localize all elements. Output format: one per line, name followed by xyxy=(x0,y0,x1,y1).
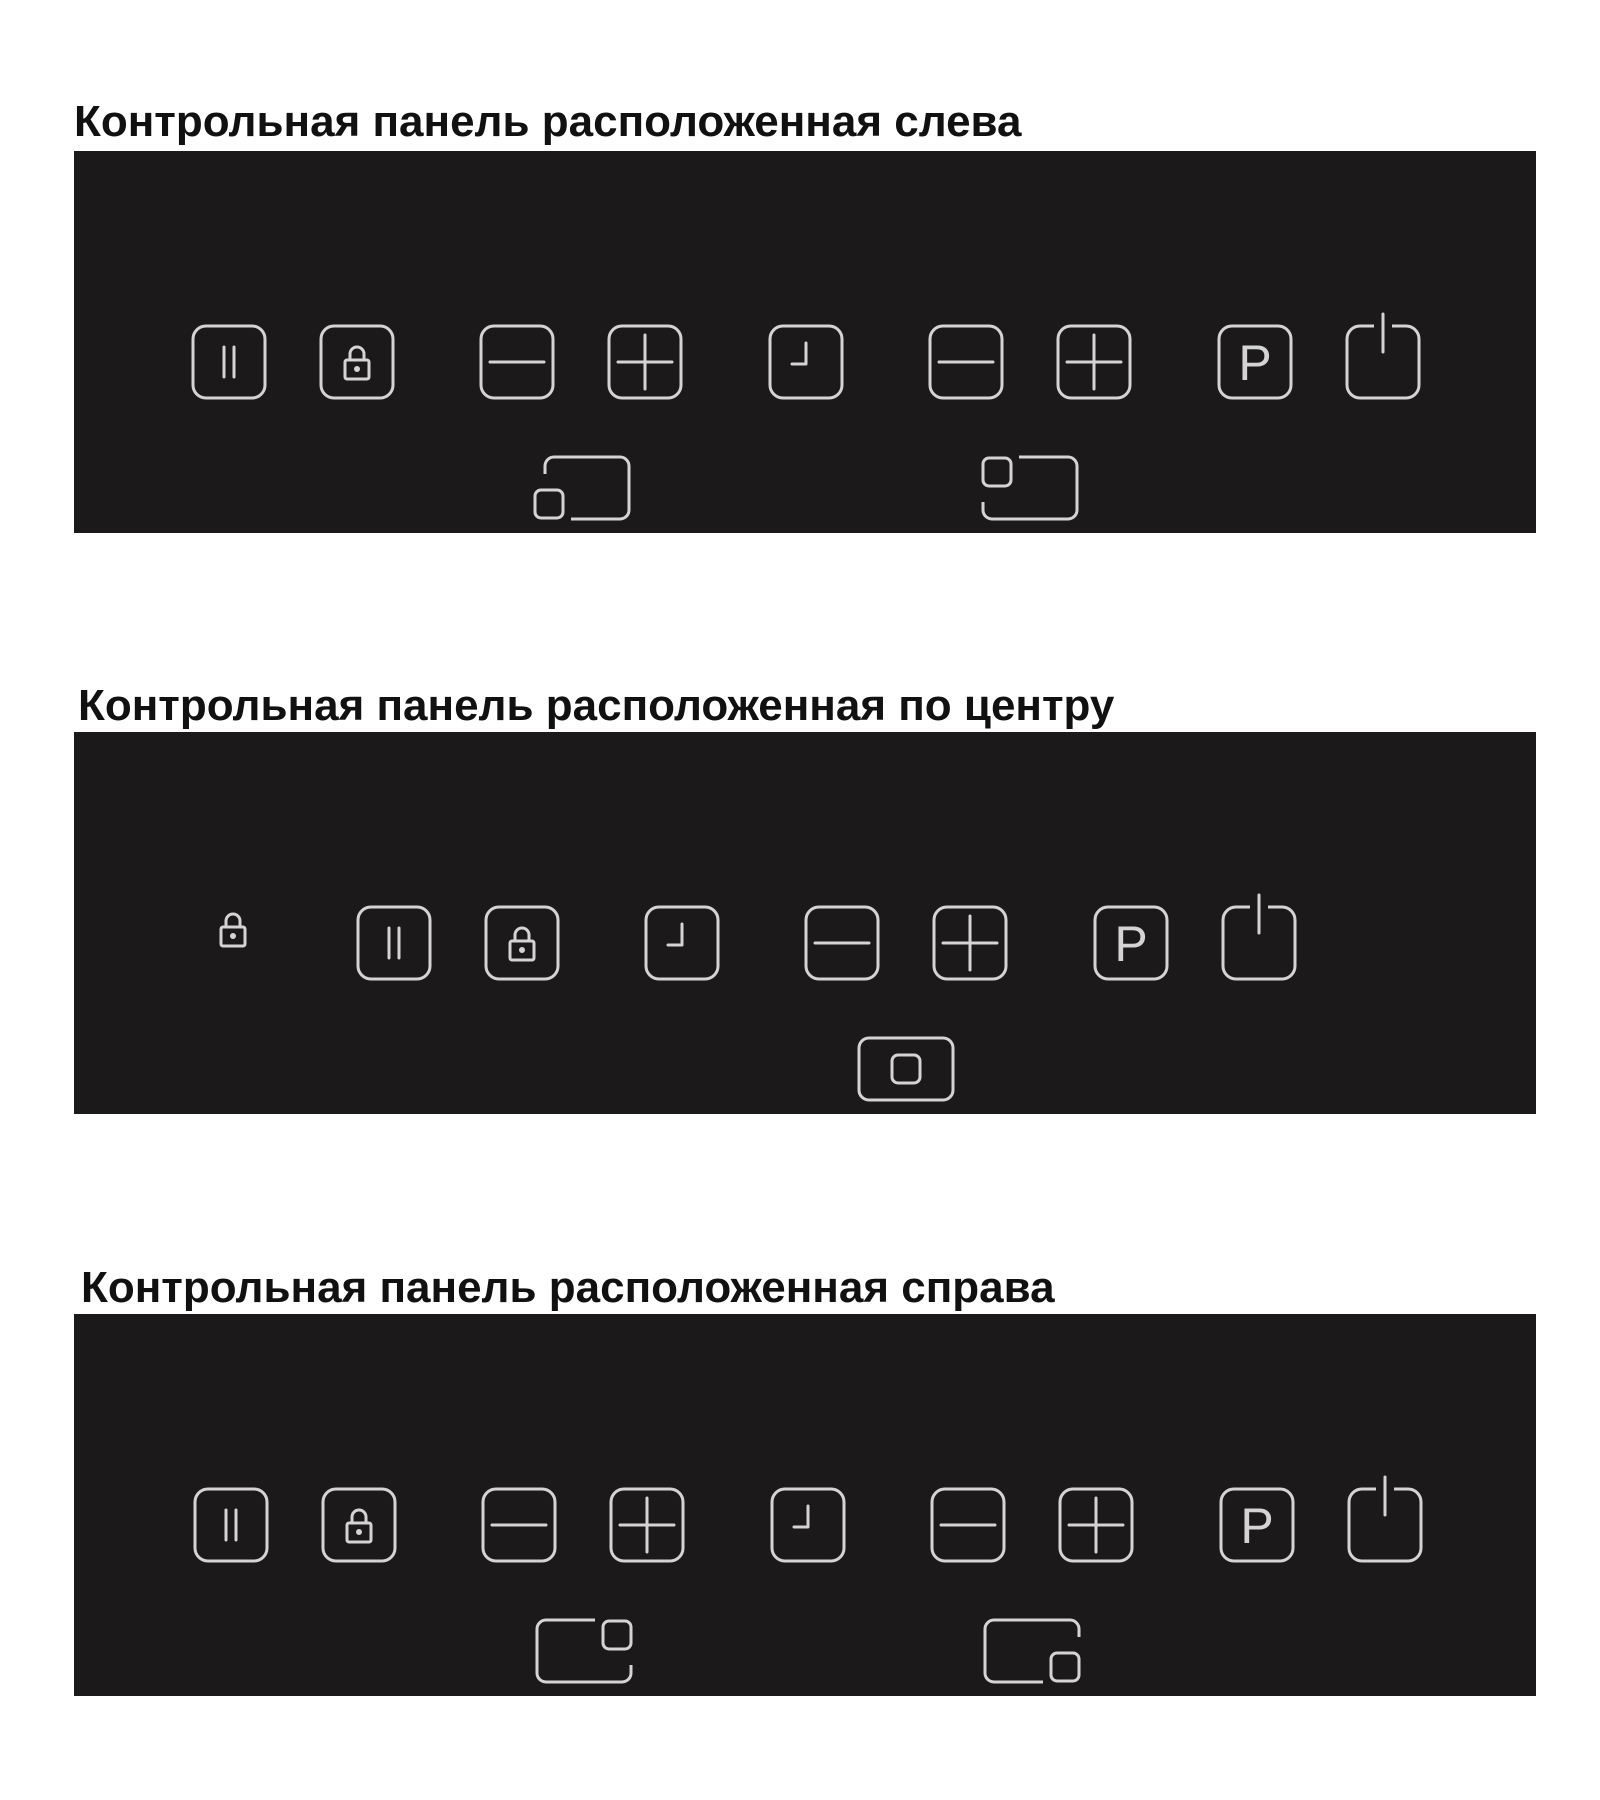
panel-center-title: Контрольная панель расположенная по центру xyxy=(78,681,1115,730)
power-button[interactable] xyxy=(1349,1477,1421,1561)
plus-icon xyxy=(1067,335,1121,389)
zone-left-minus-button[interactable] xyxy=(481,326,553,398)
power-button[interactable] xyxy=(1347,314,1419,398)
plus-icon xyxy=(943,916,997,970)
lock-icon xyxy=(345,347,369,379)
pause-icon xyxy=(226,1510,236,1540)
timer-button[interactable] xyxy=(770,326,842,398)
plus-icon xyxy=(618,335,672,389)
zone-right-minus-button[interactable] xyxy=(932,1489,1004,1561)
plus-button[interactable] xyxy=(934,907,1006,979)
pause-button[interactable] xyxy=(195,1489,267,1561)
zone-selector-top-left[interactable] xyxy=(983,457,1077,519)
lock-indicator xyxy=(221,914,245,946)
panel-left-title: Контрольная панель расположенная слева xyxy=(74,97,1022,146)
control-panel-center xyxy=(74,732,1536,1114)
power-boost-icon: P xyxy=(1240,1498,1274,1554)
zone-right-plus-button[interactable] xyxy=(1058,326,1130,398)
zone-bottom-right-icon xyxy=(1051,1653,1079,1681)
control-panel-right xyxy=(74,1314,1536,1696)
timer-icon xyxy=(668,924,682,945)
timer-button[interactable] xyxy=(772,1489,844,1561)
lock-icon xyxy=(510,928,534,960)
timer-icon xyxy=(792,343,806,364)
zone-left-minus-button[interactable] xyxy=(483,1489,555,1561)
zone-left-plus-button[interactable] xyxy=(609,326,681,398)
power-boost-button[interactable] xyxy=(1219,326,1291,398)
pause-button[interactable] xyxy=(193,326,265,398)
zone-selector-top-right[interactable] xyxy=(537,1620,631,1682)
zone-left-plus-button[interactable] xyxy=(611,1489,683,1561)
zone-selector-center[interactable] xyxy=(859,1038,953,1100)
zone-bottom-left-icon xyxy=(535,490,563,518)
power-boost-icon: P xyxy=(1114,916,1148,972)
zone-right-minus-button[interactable] xyxy=(930,326,1002,398)
zone-selector-bottom-left[interactable] xyxy=(535,457,629,519)
lock-button[interactable] xyxy=(323,1489,395,1561)
lock-indicator-icon xyxy=(221,914,245,946)
power-button[interactable] xyxy=(1223,895,1295,979)
lock-icon xyxy=(347,1510,371,1542)
plus-icon xyxy=(620,1498,674,1552)
control-panel-left xyxy=(74,151,1536,533)
zone-selector-bottom-right[interactable] xyxy=(985,1620,1079,1682)
zone-top-left-icon xyxy=(983,458,1011,486)
pause-button[interactable] xyxy=(358,907,430,979)
power-boost-button[interactable] xyxy=(1221,1489,1293,1561)
timer-button[interactable] xyxy=(646,907,718,979)
zone-top-right-icon xyxy=(603,1621,631,1649)
power-boost-button[interactable] xyxy=(1095,907,1167,979)
zone-center-icon xyxy=(892,1055,920,1083)
pause-icon xyxy=(224,347,234,377)
panel-right-title: Контрольная панель расположенная справа xyxy=(81,1263,1055,1312)
pause-icon xyxy=(389,928,399,958)
lock-button[interactable] xyxy=(321,326,393,398)
minus-button[interactable] xyxy=(806,907,878,979)
plus-icon xyxy=(1069,1498,1123,1552)
zone-right-plus-button[interactable] xyxy=(1060,1489,1132,1561)
lock-button[interactable] xyxy=(486,907,558,979)
power-boost-icon: P xyxy=(1238,335,1272,391)
timer-icon xyxy=(794,1506,808,1527)
